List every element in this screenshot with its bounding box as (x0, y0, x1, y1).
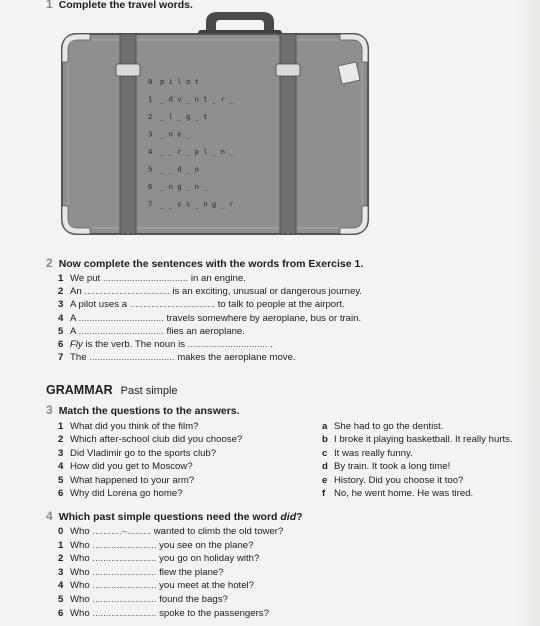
question-item (58, 475, 194, 487)
exercise-2-heading (46, 256, 363, 270)
question-number: 5 (58, 474, 64, 486)
exercise-4-question (58, 553, 259, 565)
question-text: What happened to your arm? (70, 474, 195, 486)
suitcase-word-number: 4 (148, 147, 153, 156)
strap-buckle-left (116, 64, 140, 76)
question-number: 2 (58, 434, 64, 446)
sentence-end: is an exciting, unusual or dangerous journey. (172, 286, 363, 298)
answer-blank[interactable]: ........................ (92, 566, 157, 578)
answer-item (322, 434, 513, 446)
sentence-end: flies an aeroplane. (166, 325, 245, 337)
suitcase-word: p i l o t (160, 77, 199, 86)
exercise-2-sentence (58, 352, 296, 364)
item-number: 6 (58, 339, 64, 350)
suitcase-word: _ _ s s _ n g _ r (160, 199, 234, 209)
grammar-subtitle: Past simple (120, 385, 178, 397)
exercise-2-title: Now complete the sentences with the words from Exercise 1. (58, 258, 364, 270)
answer-text: No, he went home. He was tired. (334, 488, 474, 499)
exercise-2-sentence (58, 273, 246, 285)
answer-letter: c (322, 447, 328, 459)
exercise-4-title-emphasis: did (280, 511, 297, 523)
sentence-italic-word: Fly (70, 339, 83, 350)
answer-blank[interactable]: ................................ (129, 299, 216, 311)
question-rest: you meet at the hotel? (159, 580, 254, 592)
answer-text: It was really funny. (334, 447, 413, 459)
item-number: 5 (58, 594, 64, 605)
answer-blank[interactable]: ........................ (92, 539, 157, 551)
sentence-start: A (70, 325, 76, 337)
answer-letter: f (322, 488, 326, 499)
question-item (58, 448, 216, 460)
question-text: What did you think of the film? (70, 421, 199, 432)
suitcase-word-number: 7 (148, 199, 153, 209)
exercise-2-number: 2 (46, 256, 53, 270)
exercise-2-sentence (58, 299, 345, 311)
answer-letter: e (322, 474, 328, 486)
suitcase-word-number: 5 (148, 164, 153, 174)
answer-text: I broke it playing basketball. It really hurts. (334, 434, 513, 446)
answer-item (322, 475, 463, 487)
question-text: Why did Lorena go home? (70, 488, 183, 499)
exercise-2-sentence (58, 313, 361, 325)
answer-text: She had to go the dentist. (334, 421, 444, 432)
question-rest: found the bags? (159, 594, 228, 605)
suitcase-word: _ n g _ n _ (160, 182, 208, 191)
question-text: Which after-school club did you choose? (70, 434, 243, 446)
exercise-2-sentence (58, 286, 362, 298)
exercise-4-question (58, 567, 224, 579)
grammar-heading (46, 383, 178, 397)
item-number: 1 (58, 273, 64, 284)
sentence-start: The (70, 352, 87, 364)
answer-blank[interactable]: ........................ (92, 607, 157, 619)
answer-text: By train. It took a long time! (334, 461, 451, 473)
exercise-4-heading (46, 509, 303, 523)
answer-blank[interactable]: ........................ (92, 553, 157, 565)
answer-blank[interactable]: ................................ (78, 312, 164, 324)
item-number: 7 (58, 352, 64, 364)
question-number: 3 (58, 447, 64, 459)
item-number: 3 (58, 566, 64, 578)
exercise-4-question (58, 608, 269, 620)
suitcase-word-number: 1 (148, 94, 153, 104)
exercise-4-number: 4 (46, 509, 53, 523)
answer-text: History. Did you choose it too? (334, 474, 464, 486)
suitcase-word-number: 6 (148, 182, 153, 191)
answer-blank[interactable]: ................................ (89, 352, 175, 364)
question-number: 1 (58, 421, 64, 432)
exercise-4-question (58, 540, 253, 552)
question-item (58, 488, 183, 500)
question-word: Who (70, 566, 90, 578)
page-edge (516, 0, 540, 626)
item-number: 1 (58, 539, 64, 551)
grammar-title: GRAMMAR (46, 383, 113, 397)
answer-blank[interactable]: ...........–......... (92, 526, 152, 537)
sentence-start: A (70, 312, 76, 324)
question-word: Who (70, 580, 90, 592)
luggage-label (338, 62, 360, 84)
item-number: 3 (58, 299, 64, 311)
answer-item (322, 421, 443, 433)
answer-blank[interactable]: .............................. (187, 339, 268, 350)
item-number: 2 (58, 286, 64, 298)
suitcase-word: _ _ d _ o (160, 164, 199, 174)
item-number: 2 (58, 553, 64, 565)
exercise-4-question (58, 580, 254, 592)
answer-blank[interactable]: ................................ (78, 325, 164, 337)
question-rest: you see on the plane? (159, 539, 254, 551)
suitcase-word: _ n e _ (160, 129, 191, 139)
item-number: 0 (58, 526, 64, 537)
answer-letter: a (322, 421, 328, 432)
exercise-1-title: Complete the travel words. (58, 0, 193, 11)
sentence-end: in an engine. (190, 273, 246, 284)
question-word: Who (70, 594, 90, 605)
exercise-4-title-start: Which past simple questions need the word (58, 511, 281, 523)
sentence-start: We put (70, 273, 101, 284)
question-item (58, 461, 193, 473)
suitcase-word: _ d v _ n t _ r _ (160, 94, 234, 104)
exercise-3-title: Match the questions to the answers. (58, 405, 240, 417)
item-number: 5 (58, 325, 64, 337)
exercise-4-question (58, 594, 228, 606)
exercise-4-question (58, 526, 283, 538)
sentence-start: An (70, 286, 82, 298)
answer-blank[interactable]: ................................ (102, 273, 189, 284)
exercise-2-sentence (58, 326, 245, 338)
suitcase-word: _ _ r _ p l _ n _ (160, 147, 234, 156)
exercise-2-sentence (58, 339, 273, 351)
sentence-start: is the verb. The noun is (85, 339, 186, 350)
answer-letter: b (322, 434, 328, 446)
question-rest: spoke to the passengers? (159, 607, 269, 619)
suitcase-word: _ l _ g _ t (160, 112, 208, 121)
item-number: 6 (58, 607, 64, 619)
exercise-3-number: 3 (46, 403, 53, 417)
question-item (58, 434, 242, 446)
suitcase-word-number: 3 (148, 129, 153, 139)
question-number: 6 (58, 488, 64, 499)
answer-item (322, 448, 413, 460)
suitcase-word-number: 0 (148, 77, 153, 86)
answer-item (322, 488, 473, 500)
item-number: 4 (58, 580, 64, 592)
exercise-1-number: 1 (46, 0, 53, 11)
answer-letter: d (322, 461, 328, 473)
question-word: Who (70, 607, 90, 619)
question-rest: wanted to climb the old tower? (153, 526, 284, 537)
question-rest: flew the plane? (159, 566, 224, 578)
sentence-end: makes the aeroplane move. (177, 352, 296, 364)
sentence-end: travels somewhere by aeroplane, bus or train. (166, 312, 362, 324)
suitcase-illustration (56, 10, 376, 242)
question-rest: you go on holiday with? (159, 553, 260, 565)
sentence-end: . (270, 339, 274, 350)
question-item (58, 421, 199, 433)
question-text: Did Vladimir go to the sports club? (70, 447, 217, 459)
question-word: Who (70, 553, 90, 565)
suitcase-word-number: 2 (148, 112, 153, 121)
item-number: 4 (58, 312, 64, 324)
sentence-end: to talk to people at the airport. (217, 299, 345, 311)
question-word: Who (70, 526, 90, 537)
exercise-4-title-end: ? (296, 511, 303, 523)
answer-item (322, 461, 450, 473)
question-text: How did you get to Moscow? (70, 461, 193, 473)
sentence-start: A pilot uses a (70, 299, 128, 311)
strap-buckle-right (276, 64, 300, 76)
exercise-3-heading (46, 403, 240, 417)
question-word: Who (70, 539, 90, 551)
answer-blank[interactable]: ................................ (84, 286, 170, 298)
answer-blank[interactable]: ........................ (92, 594, 157, 605)
question-number: 4 (58, 461, 64, 473)
answer-blank[interactable]: ........................ (92, 580, 157, 592)
